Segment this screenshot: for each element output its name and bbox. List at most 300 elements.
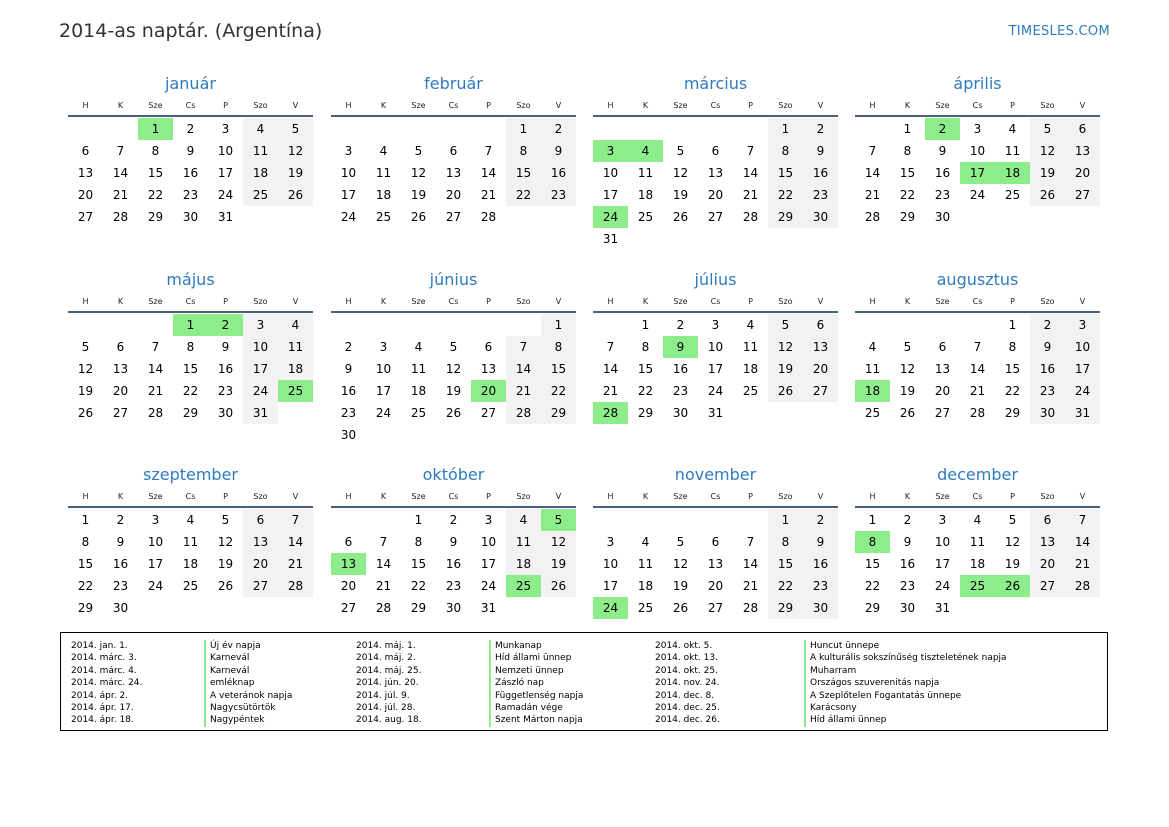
day-cell: 1 (138, 118, 173, 140)
day-cell: 8 (541, 336, 576, 358)
month-november (593, 463, 838, 619)
day-cell: 25 (1004, 188, 1021, 202)
month-name: január (165, 74, 216, 93)
day-cell: 16 (899, 557, 916, 571)
weekday-label: K (642, 492, 649, 501)
day-cell: 30 (445, 601, 462, 615)
day-cell: 28 (506, 402, 541, 424)
weekday-label: H (345, 297, 352, 306)
empty-day-cell (103, 314, 138, 336)
month-name: augusztus (936, 270, 1019, 289)
day-cell: 1 (414, 513, 423, 527)
day-cell: 26 (995, 575, 1030, 597)
day-cell: 27 (77, 210, 94, 224)
day-cell: 20 (707, 579, 724, 593)
day-cell: 7 (151, 340, 160, 354)
weekday-label: K (380, 297, 387, 306)
weekday-label: H (869, 101, 876, 110)
day-cell: 8 (186, 340, 195, 354)
day-cell: 12 (899, 362, 916, 376)
month-name: február (424, 74, 483, 93)
empty-day-cell (436, 118, 471, 140)
day-cell: 18 (742, 362, 759, 376)
day-cell: 13 (77, 166, 94, 180)
weekday-label: V (1079, 297, 1086, 306)
day-cell: 5 (449, 340, 458, 354)
day-cell: 14 (742, 166, 759, 180)
day-cell: 23 (899, 579, 916, 593)
day-cell: 8 (151, 144, 160, 158)
day-cell: 5 (221, 513, 230, 527)
month-augusztus (855, 268, 1100, 424)
day-cell: 29 (637, 406, 654, 420)
day-cell: 8 (903, 144, 912, 158)
day-cell: 27 (707, 210, 724, 224)
day-cell: 16 (445, 557, 462, 571)
day-cell: 13 (331, 553, 366, 575)
month-február (331, 72, 576, 228)
holiday-date: 2014. máj. 2. (356, 653, 416, 664)
day-cell: 29 (541, 402, 576, 424)
day-cell: 3 (938, 513, 947, 527)
day-cell: 31 (217, 210, 234, 224)
day-cell: 29 (147, 210, 164, 224)
weekday-label: Sze (148, 101, 163, 110)
day-cell: 7 (116, 144, 125, 158)
day-cell: 2 (925, 118, 960, 140)
day-cell: 4 (746, 318, 755, 332)
day-cell: 15 (77, 557, 94, 571)
day-cell: 19 (1004, 557, 1021, 571)
day-cell: 3 (344, 144, 353, 158)
month-január (68, 72, 313, 228)
empty-day-cell (506, 314, 541, 336)
holiday-name: Nemzeti ünnep (489, 665, 564, 677)
weekday-label: K (904, 297, 911, 306)
holiday-date: 2014. nov. 24. (655, 678, 720, 689)
weekday-label: V (1079, 101, 1086, 110)
day-cell: 10 (340, 166, 357, 180)
holiday-date: 2014. dec. 8. (655, 690, 715, 701)
holiday-name: A veteránok napja (204, 690, 292, 702)
day-cell: 5 (414, 144, 423, 158)
weekday-label: Szo (253, 297, 268, 306)
day-cell: 11 (637, 166, 654, 180)
day-cell: 9 (541, 140, 576, 162)
weekday-label: Sze (148, 492, 163, 501)
day-cell: 24 (934, 579, 951, 593)
day-grid (855, 314, 1100, 424)
day-cell: 15 (410, 557, 427, 571)
day-cell: 4 (973, 513, 982, 527)
day-cell: 18 (506, 553, 541, 575)
day-cell: 27 (480, 406, 497, 420)
holiday-date: 2014. júl. 9. (356, 690, 410, 701)
day-cell: 27 (112, 406, 129, 420)
day-cell: 20 (934, 384, 951, 398)
weekday-label: Cs (972, 101, 983, 110)
day-cell: 27 (803, 380, 838, 402)
holiday-name: Karnevál (204, 652, 249, 664)
weekday-header (68, 292, 313, 313)
day-cell: 16 (803, 162, 838, 184)
weekday-label: P (1010, 101, 1015, 110)
day-cell: 27 (707, 601, 724, 615)
day-cell: 31 (243, 402, 278, 424)
day-cell: 24 (243, 380, 278, 402)
day-cell: 14 (969, 362, 986, 376)
day-cell: 4 (414, 340, 423, 354)
day-cell: 11 (1004, 144, 1021, 158)
month-április (855, 72, 1100, 228)
day-cell: 23 (672, 384, 689, 398)
weekday-label: V (555, 101, 562, 110)
day-cell: 17 (375, 384, 392, 398)
day-cell: 18 (995, 162, 1030, 184)
day-cell: 24 (1065, 380, 1100, 402)
day-cell: 3 (243, 314, 278, 336)
day-cell: 27 (445, 210, 462, 224)
day-cell: 22 (864, 579, 881, 593)
day-cell: 2 (803, 118, 838, 140)
day-cell: 18 (243, 162, 278, 184)
holiday-name: Szent Márton napja (489, 714, 583, 726)
day-cell: 10 (480, 535, 497, 549)
month-name: március (683, 74, 748, 93)
day-cell: 23 (541, 184, 576, 206)
day-cell: 3 (379, 340, 388, 354)
day-cell: 13 (1065, 140, 1100, 162)
site-link[interactable]: TIMESLES.COM (1008, 24, 1110, 39)
day-cell: 6 (116, 340, 125, 354)
day-cell: 19 (445, 384, 462, 398)
day-cell: 13 (803, 336, 838, 358)
day-cell: 9 (116, 535, 125, 549)
day-cell: 15 (637, 362, 654, 376)
day-cell: 28 (864, 210, 881, 224)
month-name: június (429, 270, 478, 289)
month-name: december (937, 465, 1018, 484)
month-szeptember (68, 463, 313, 619)
day-cell: 6 (243, 509, 278, 531)
day-cell: 14 (864, 166, 881, 180)
day-cell: 6 (1030, 509, 1065, 531)
day-cell: 26 (899, 406, 916, 420)
day-cell: 7 (379, 535, 388, 549)
day-cell: 19 (541, 553, 576, 575)
empty-day-cell (663, 509, 698, 531)
day-cell: 24 (480, 579, 497, 593)
day-cell: 23 (340, 406, 357, 420)
day-cell: 11 (506, 531, 541, 553)
day-cell: 10 (934, 535, 951, 549)
day-cell: 24 (969, 188, 986, 202)
weekday-label: Sze (935, 492, 950, 501)
weekday-label: Cs (185, 297, 196, 306)
day-grid (855, 509, 1100, 619)
day-cell: 23 (182, 188, 199, 202)
holiday-date: 2014. okt. 13. (655, 653, 718, 664)
day-cell: 30 (899, 601, 916, 615)
weekday-label: Szo (1040, 101, 1055, 110)
day-cell: 20 (1030, 553, 1065, 575)
weekday-label: P (748, 101, 753, 110)
day-cell: 28 (1065, 575, 1100, 597)
weekday-label: K (380, 101, 387, 110)
day-cell: 5 (768, 314, 803, 336)
day-cell: 13 (934, 362, 951, 376)
empty-day-cell (331, 314, 366, 336)
month-name: október (422, 465, 485, 484)
day-cell: 19 (77, 384, 94, 398)
day-cell: 13 (243, 531, 278, 553)
weekday-label: P (223, 492, 228, 501)
day-grid (593, 509, 838, 619)
day-cell: 1 (903, 122, 912, 136)
day-cell: 28 (593, 402, 628, 424)
weekday-header (855, 292, 1100, 313)
empty-day-cell (436, 314, 471, 336)
day-cell: 21 (864, 188, 881, 202)
day-cell: 11 (243, 140, 278, 162)
holiday-name: Új év napja (204, 640, 261, 652)
day-cell: 4 (379, 144, 388, 158)
weekday-label: Szo (516, 492, 531, 501)
weekday-label: K (117, 297, 124, 306)
weekday-label: H (82, 297, 89, 306)
day-cell: 15 (1004, 362, 1021, 376)
weekday-label: Szo (1040, 492, 1055, 501)
weekday-label: H (345, 492, 352, 501)
holiday-date: 2014. jún. 20. (356, 678, 419, 689)
day-cell: 10 (1065, 336, 1100, 358)
day-cell: 23 (1030, 380, 1065, 402)
day-cell: 20 (340, 579, 357, 593)
empty-day-cell (593, 118, 628, 140)
weekday-label: Szo (778, 492, 793, 501)
weekday-label: V (555, 297, 562, 306)
day-cell: 22 (147, 188, 164, 202)
weekday-label: Cs (448, 492, 459, 501)
holiday-date: 2014. jan. 1. (71, 641, 128, 651)
weekday-header (855, 487, 1100, 508)
day-cell: 12 (672, 166, 689, 180)
weekday-label: H (869, 297, 876, 306)
day-cell: 6 (81, 144, 90, 158)
weekday-label: V (817, 101, 824, 110)
weekday-header (331, 292, 576, 313)
day-cell: 12 (278, 140, 313, 162)
day-cell: 8 (855, 531, 890, 553)
day-cell: 26 (77, 406, 94, 420)
day-cell: 28 (480, 210, 497, 224)
holiday-date: 2014. ápr. 17. (71, 703, 134, 713)
day-cell: 13 (480, 362, 497, 376)
day-cell: 11 (278, 336, 313, 358)
month-május (68, 268, 313, 424)
day-cell: 29 (768, 597, 803, 619)
day-cell: 7 (506, 336, 541, 358)
day-cell: 7 (484, 144, 493, 158)
empty-day-cell (733, 118, 768, 140)
holiday-date: 2014. márc. 3. (71, 653, 137, 664)
day-cell: 9 (344, 362, 353, 376)
weekday-label: Cs (448, 297, 459, 306)
day-cell: 24 (147, 579, 164, 593)
weekday-label: P (1010, 297, 1015, 306)
day-cell: 30 (182, 210, 199, 224)
day-cell: 20 (77, 188, 94, 202)
day-cell: 22 (506, 184, 541, 206)
holiday-date: 2014. ápr. 18. (71, 715, 134, 726)
day-cell: 2 (344, 340, 353, 354)
day-cell: 19 (278, 162, 313, 184)
empty-day-cell (331, 509, 366, 531)
day-cell: 2 (449, 513, 458, 527)
weekday-label: Cs (185, 492, 196, 501)
day-cell: 5 (278, 118, 313, 140)
weekday-label: H (607, 101, 614, 110)
month-name: július (694, 270, 737, 289)
day-cell: 12 (1030, 140, 1065, 162)
day-cell: 2 (803, 509, 838, 531)
day-cell: 27 (1030, 575, 1065, 597)
day-cell: 2 (186, 122, 195, 136)
day-cell: 11 (637, 557, 654, 571)
day-cell: 9 (1030, 336, 1065, 358)
weekday-header (593, 96, 838, 117)
day-cell: 5 (81, 340, 90, 354)
day-cell: 19 (1030, 162, 1065, 184)
day-cell: 14 (278, 531, 313, 553)
day-cell: 3 (151, 513, 160, 527)
day-cell: 25 (243, 184, 278, 206)
holiday-date: 2014. máj. 1. (356, 641, 416, 651)
weekday-label: K (904, 101, 911, 110)
day-cell: 18 (278, 358, 313, 380)
day-cell: 28 (112, 210, 129, 224)
day-cell: 6 (803, 314, 838, 336)
day-cell: 3 (484, 513, 493, 527)
day-grid (331, 118, 576, 228)
day-cell: 21 (375, 579, 392, 593)
day-cell: 10 (217, 144, 234, 158)
weekday-label: Szo (516, 297, 531, 306)
day-cell: 1 (81, 513, 90, 527)
empty-day-cell (331, 118, 366, 140)
day-cell: 10 (969, 144, 986, 158)
weekday-label: Sze (673, 492, 688, 501)
holiday-date: 2014. júl. 28. (356, 703, 416, 713)
empty-day-cell (103, 118, 138, 140)
empty-day-cell (401, 118, 436, 140)
day-cell: 30 (803, 597, 838, 619)
weekday-label: P (223, 101, 228, 110)
day-cell: 26 (768, 380, 803, 402)
day-cell: 31 (1065, 402, 1100, 424)
day-cell: 21 (742, 188, 759, 202)
day-cell: 31 (707, 406, 724, 420)
day-cell: 29 (182, 406, 199, 420)
day-cell: 5 (676, 144, 685, 158)
day-cell: 22 (77, 579, 94, 593)
day-cell: 22 (768, 575, 803, 597)
weekday-label: H (82, 101, 89, 110)
day-cell: 17 (934, 557, 951, 571)
day-cell: 24 (340, 210, 357, 224)
day-cell: 19 (768, 358, 803, 380)
day-cell: 18 (969, 557, 986, 571)
weekday-label: P (748, 297, 753, 306)
weekday-label: V (817, 492, 824, 501)
weekday-label: K (117, 492, 124, 501)
day-cell: 30 (803, 206, 838, 228)
weekday-label: Cs (448, 101, 459, 110)
holiday-name: Híd állami ünnep (489, 652, 571, 664)
holiday-date: 2014. aug. 18. (356, 715, 422, 726)
day-cell: 25 (864, 406, 881, 420)
day-cell: 29 (1004, 406, 1021, 420)
day-cell: 25 (506, 575, 541, 597)
day-cell: 4 (628, 140, 663, 162)
weekday-label: H (345, 101, 352, 110)
day-cell: 1 (1008, 318, 1017, 332)
weekday-label: K (642, 101, 649, 110)
day-cell: 4 (506, 509, 541, 531)
day-grid (331, 509, 576, 619)
day-cell: 14 (742, 557, 759, 571)
day-cell: 14 (602, 362, 619, 376)
month-december (855, 463, 1100, 619)
weekday-label: V (555, 492, 562, 501)
day-cell: 1 (868, 513, 877, 527)
day-cell: 24 (707, 384, 724, 398)
weekday-label: Sze (673, 297, 688, 306)
weekday-label: H (607, 297, 614, 306)
holiday-name: Munkanap (489, 640, 542, 652)
day-cell: 9 (803, 140, 838, 162)
weekday-label: P (486, 101, 491, 110)
day-cell: 9 (186, 144, 195, 158)
day-cell: 21 (278, 553, 313, 575)
day-cell: 24 (593, 206, 628, 228)
weekday-label: Cs (972, 492, 983, 501)
day-cell: 18 (182, 557, 199, 571)
weekday-label: Szo (253, 101, 268, 110)
empty-day-cell (855, 314, 890, 336)
day-cell: 31 (602, 232, 619, 246)
day-cell: 19 (217, 557, 234, 571)
holiday-name: emléknap (204, 677, 255, 689)
day-cell: 27 (243, 575, 278, 597)
day-cell: 20 (803, 358, 838, 380)
day-cell: 25 (278, 380, 313, 402)
weekday-label: Cs (710, 101, 721, 110)
day-cell: 13 (707, 166, 724, 180)
weekday-label: Sze (148, 297, 163, 306)
day-cell: 28 (278, 575, 313, 597)
empty-day-cell (628, 509, 663, 531)
day-cell: 5 (1008, 513, 1017, 527)
day-cell: 12 (541, 531, 576, 553)
day-cell: 10 (602, 166, 619, 180)
day-cell: 27 (934, 406, 951, 420)
holiday-date: 2014. dec. 25. (655, 703, 720, 713)
day-cell: 10 (602, 557, 619, 571)
day-cell: 20 (471, 380, 506, 402)
day-cell: 2 (208, 314, 243, 336)
day-cell: 14 (112, 166, 129, 180)
